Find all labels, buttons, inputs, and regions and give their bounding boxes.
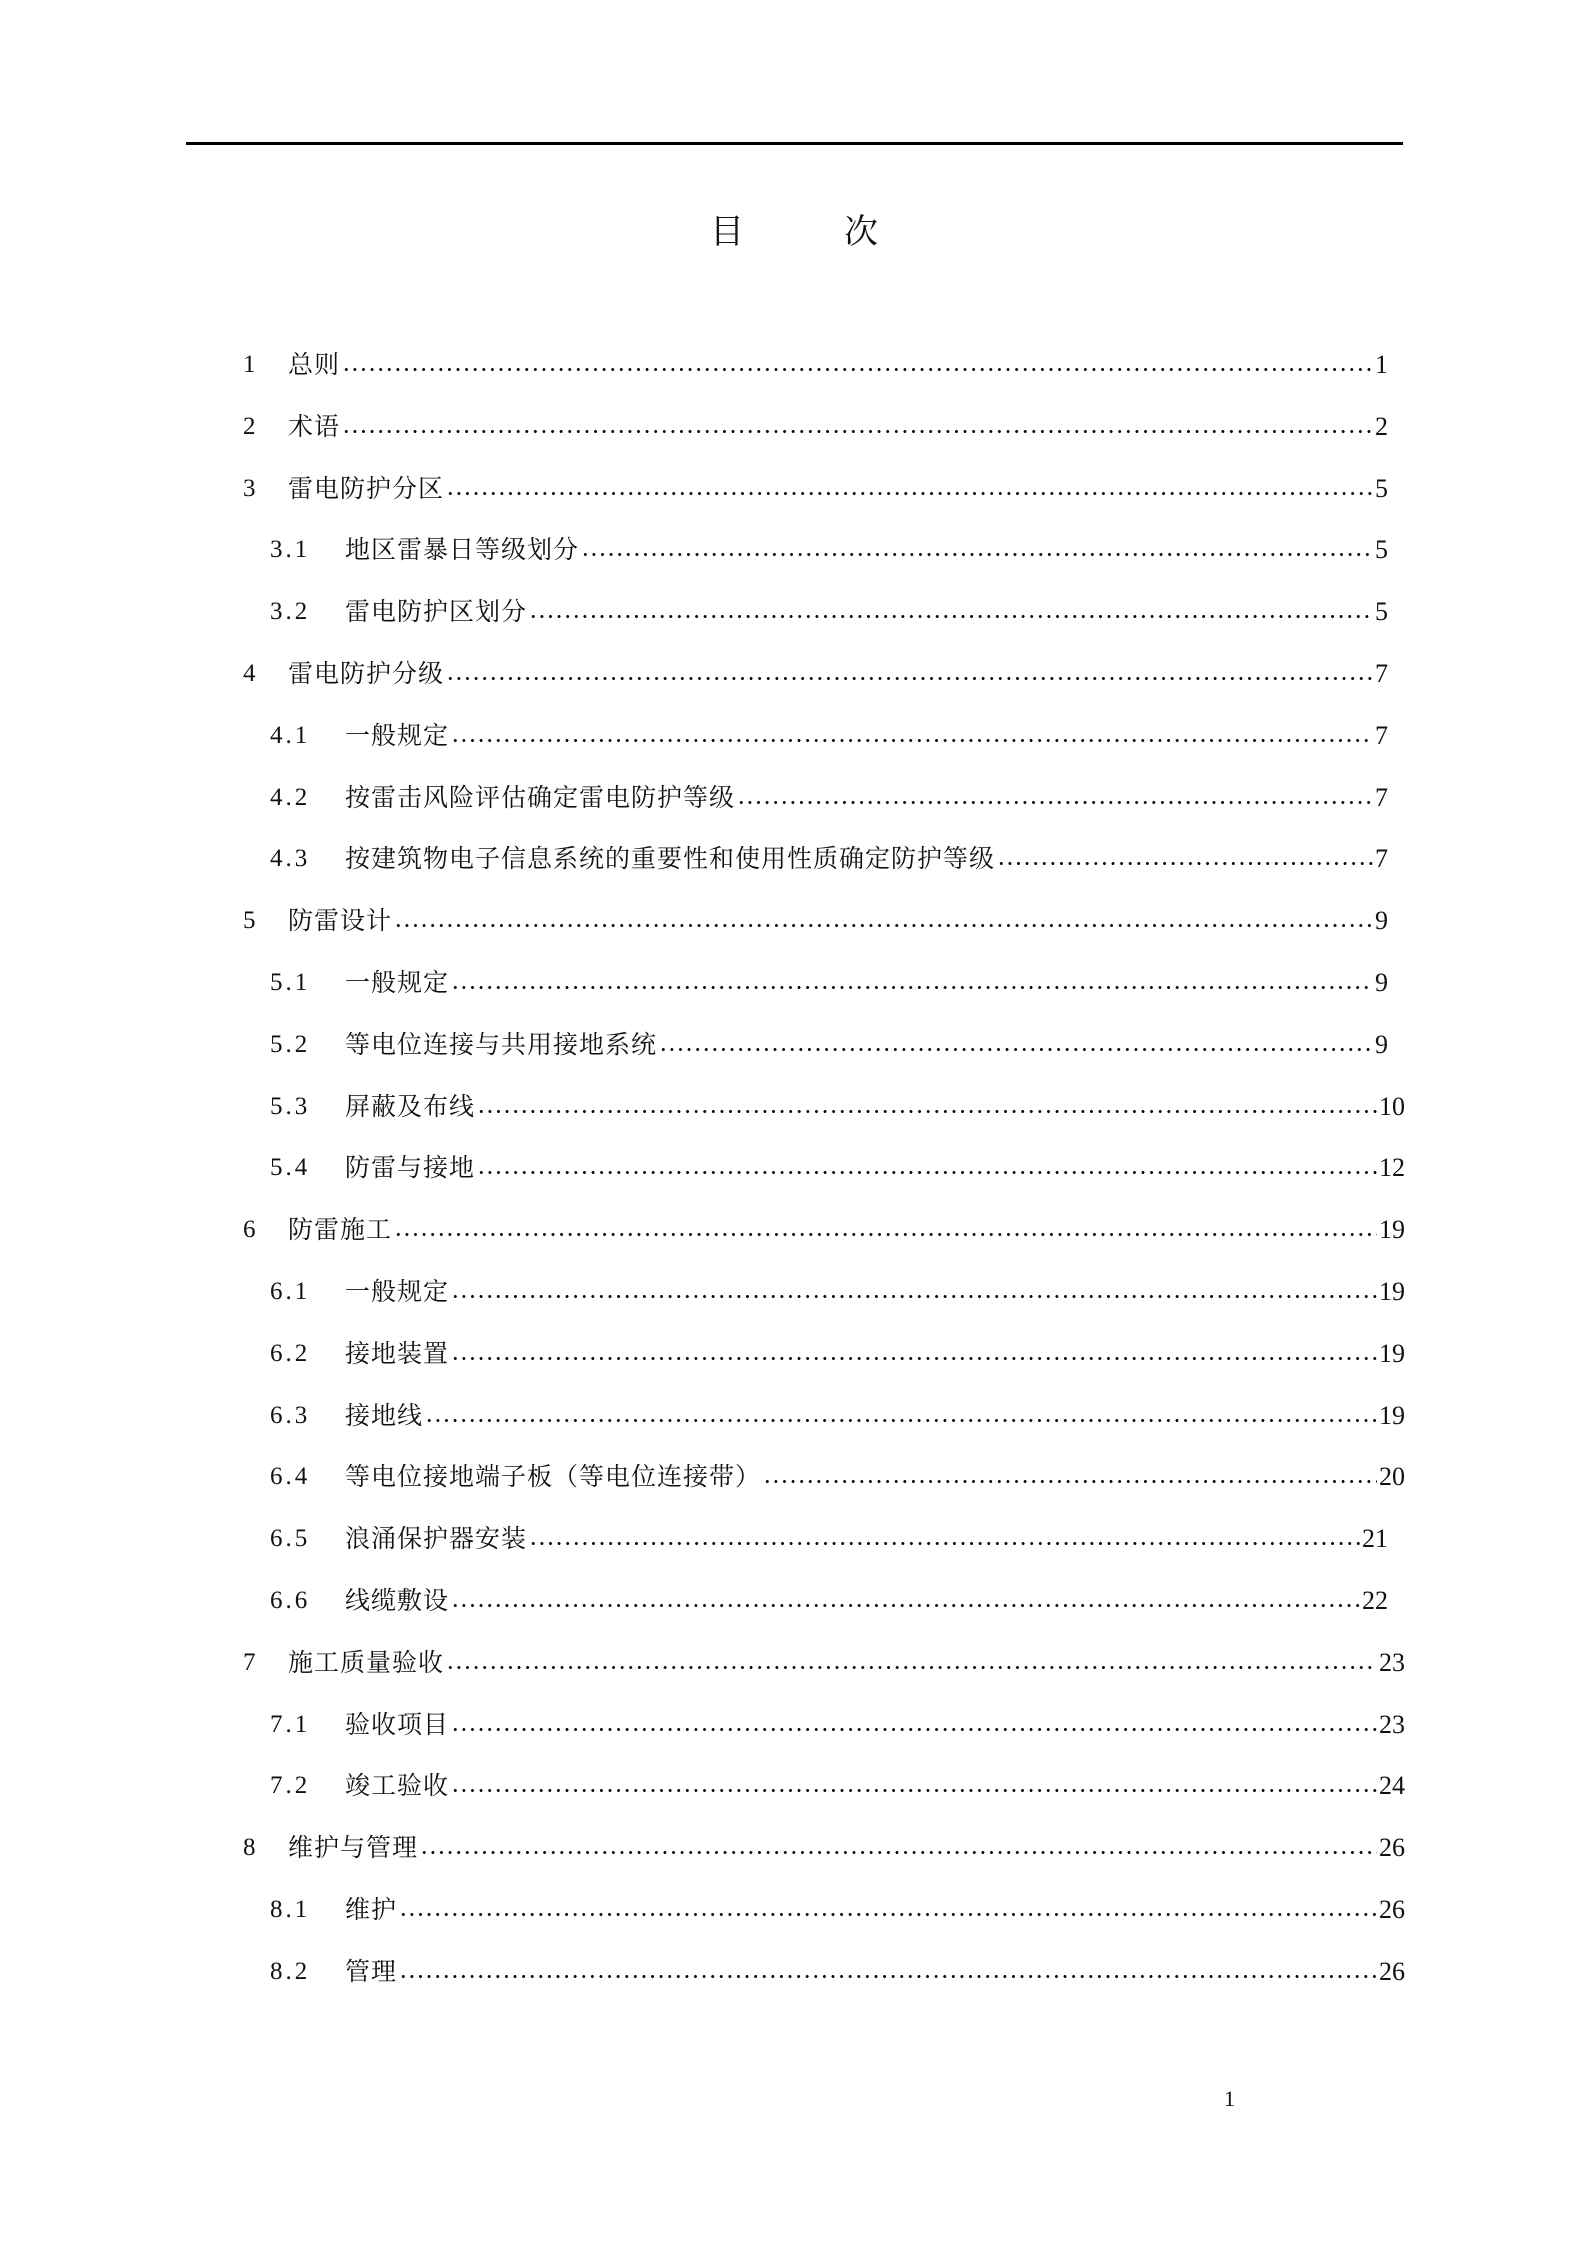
- dot-leader: [997, 843, 1373, 875]
- section-number: 5.3: [270, 1092, 311, 1120]
- toc-entry[interactable]: [270, 1272, 1405, 1308]
- section-number: 6.5: [270, 1525, 311, 1553]
- toc-entry[interactable]: [243, 407, 1388, 443]
- section-title: 维护: [345, 1895, 398, 1924]
- dot-leader: [659, 1029, 1373, 1061]
- section-title: 总则: [288, 350, 341, 379]
- title-char-1: 目: [710, 212, 744, 252]
- dot-leader: [451, 720, 1373, 752]
- dot-leader: [446, 473, 1373, 505]
- dot-leader: [477, 1152, 1377, 1184]
- toc-entry[interactable]: [270, 1457, 1405, 1493]
- dot-leader: [451, 967, 1373, 999]
- section-title: 一般规定: [345, 968, 450, 997]
- toc-entry[interactable]: [270, 530, 1388, 566]
- section-number: 5.4: [270, 1154, 311, 1182]
- section-title: 浪涌保护器安装: [345, 1524, 528, 1554]
- section-number: 5.2: [270, 1030, 311, 1058]
- page-ref: 1: [1375, 350, 1388, 379]
- toc-entry[interactable]: [243, 345, 1388, 381]
- toc-entry[interactable]: [270, 778, 1388, 814]
- toc-entry[interactable]: [270, 1890, 1405, 1926]
- section-title: 验收项目: [345, 1709, 450, 1739]
- page-ref: 26: [1379, 1956, 1405, 1986]
- page-ref: 10: [1379, 1091, 1405, 1121]
- page-ref: 12: [1379, 1153, 1405, 1183]
- page-ref: 21: [1362, 1524, 1388, 1554]
- toc-entry[interactable]: [270, 1952, 1405, 1988]
- toc-entry[interactable]: [270, 839, 1388, 875]
- page-number: 1: [1224, 2086, 1235, 2111]
- toc-entry[interactable]: [270, 1334, 1405, 1370]
- page-ref: 19: [1379, 1338, 1405, 1368]
- toc-entry[interactable]: [270, 716, 1388, 752]
- section-title: 维护与管理: [288, 1833, 419, 1863]
- section-title: 屏蔽及布线: [345, 1091, 476, 1121]
- section-title: 按雷击风险评估确定雷电防护等级: [345, 782, 736, 812]
- section-number: 6.3: [270, 1401, 311, 1429]
- toc-entry[interactable]: [270, 1025, 1388, 1061]
- section-title: 线缆敷设: [345, 1586, 450, 1615]
- page-ref: 19: [1379, 1400, 1405, 1430]
- page-ref: 19: [1379, 1215, 1405, 1245]
- toc-entry[interactable]: [270, 1148, 1405, 1184]
- page-ref: 7: [1375, 844, 1388, 874]
- section-number: 4.1: [270, 721, 311, 749]
- section-number: 7.1: [270, 1710, 311, 1738]
- section-number: 4.2: [270, 783, 311, 811]
- page-ref: 20: [1379, 1462, 1405, 1492]
- toc-entry[interactable]: [270, 1705, 1405, 1741]
- section-number: 6.2: [270, 1339, 311, 1367]
- section-title: 雷电防护区划分: [345, 597, 528, 627]
- section-title: 一般规定: [345, 1277, 450, 1306]
- page-ref: 5: [1375, 473, 1388, 503]
- section-title: 竣工验收: [345, 1771, 450, 1801]
- page-ref: 7: [1375, 782, 1388, 812]
- section-title: 一般规定: [345, 720, 450, 750]
- page-ref: 2: [1375, 411, 1388, 441]
- section-number: 8.1: [270, 1896, 311, 1923]
- section-title: 接地线: [345, 1400, 424, 1430]
- dot-leader: [399, 1956, 1377, 1988]
- dot-leader: [451, 1770, 1377, 1802]
- page-ref: 7: [1375, 659, 1388, 688]
- section-number: 6: [243, 1216, 259, 1244]
- dot-leader: [399, 1894, 1377, 1926]
- toc-entry[interactable]: [243, 1210, 1405, 1246]
- section-title: 接地装置: [345, 1338, 450, 1368]
- section-number: 4.3: [270, 845, 311, 873]
- header-rule: [186, 142, 1403, 145]
- toc-entry[interactable]: [270, 1519, 1388, 1555]
- section-number: 3.2: [270, 598, 311, 626]
- section-number: 5.1: [270, 969, 311, 996]
- section-number: 6.1: [270, 1278, 311, 1305]
- page-ref: 7: [1375, 720, 1388, 750]
- section-title: 雷电防护分级: [288, 659, 445, 688]
- section-number: 1: [243, 351, 259, 378]
- dot-leader: [394, 905, 1373, 937]
- page-ref: 26: [1379, 1833, 1405, 1863]
- section-title: 防雷与接地: [345, 1153, 476, 1183]
- section-number: 7.2: [270, 1772, 311, 1800]
- section-title: 施工质量验收: [288, 1647, 445, 1677]
- page-ref: 9: [1375, 968, 1388, 997]
- page-ref: 23: [1379, 1709, 1405, 1739]
- dot-leader: [763, 1461, 1377, 1493]
- section-title: 等电位接地端子板（等电位连接带）: [345, 1462, 762, 1492]
- page-ref: 5: [1375, 597, 1388, 627]
- toc-entry[interactable]: [270, 592, 1388, 628]
- toc-entry[interactable]: [270, 1581, 1388, 1617]
- toc-entry[interactable]: [243, 1643, 1405, 1679]
- section-number: 6.4: [270, 1463, 311, 1491]
- page-ref: 5: [1375, 535, 1388, 565]
- section-number: 6.6: [270, 1587, 311, 1614]
- section-title: 管理: [345, 1956, 398, 1986]
- dot-leader: [451, 1276, 1377, 1308]
- page-ref: 23: [1379, 1647, 1405, 1677]
- toc-entry[interactable]: [270, 963, 1388, 999]
- section-number: 8.2: [270, 1957, 311, 1985]
- section-number: 4: [243, 660, 259, 687]
- dot-leader: [394, 1214, 1377, 1246]
- dot-leader: [446, 658, 1373, 690]
- toc-entry[interactable]: [270, 1766, 1405, 1802]
- page-ref: 9: [1375, 1029, 1388, 1059]
- dot-leader: [581, 534, 1373, 566]
- toc-entry[interactable]: [243, 469, 1388, 505]
- section-title: 防雷施工: [288, 1215, 393, 1245]
- dot-leader: [477, 1091, 1377, 1123]
- section-number: 3.1: [270, 536, 311, 564]
- dot-leader: [451, 1585, 1360, 1617]
- dot-leader: [342, 411, 1373, 443]
- dot-leader: [420, 1832, 1377, 1864]
- dot-leader: [529, 1523, 1360, 1555]
- page-ref: 24: [1379, 1771, 1405, 1801]
- page-ref: 19: [1379, 1277, 1405, 1306]
- section-title: 雷电防护分区: [288, 473, 445, 503]
- section-number: 7: [243, 1648, 259, 1676]
- section-title: 等电位连接与共用接地系统: [345, 1029, 658, 1059]
- page-ref: 9: [1375, 906, 1388, 936]
- toc-entry[interactable]: [243, 901, 1388, 937]
- section-number: 2: [243, 412, 259, 440]
- toc-entry[interactable]: [243, 654, 1388, 690]
- dot-leader: [737, 782, 1373, 814]
- toc-entry[interactable]: [270, 1087, 1405, 1123]
- dot-leader: [342, 349, 1373, 381]
- section-number: 3: [243, 474, 259, 502]
- section-title: 按建筑物电子信息系统的重要性和使用性质确定防护等级: [345, 844, 996, 874]
- page-title: [0, 212, 1588, 252]
- toc-entry[interactable]: [270, 1396, 1405, 1432]
- toc-entry[interactable]: [243, 1828, 1405, 1864]
- dot-leader: [529, 596, 1373, 628]
- dot-leader: [446, 1647, 1377, 1679]
- section-title: 地区雷暴日等级划分: [345, 535, 580, 565]
- dot-leader: [451, 1338, 1377, 1370]
- section-number: 5: [243, 907, 259, 935]
- section-number: 8: [243, 1834, 259, 1862]
- dot-leader: [425, 1400, 1377, 1432]
- dot-leader: [451, 1709, 1377, 1741]
- section-title: 防雷设计: [288, 906, 393, 936]
- page-ref: 22: [1362, 1586, 1388, 1615]
- title-char-2: 次: [844, 212, 878, 252]
- section-title: 术语: [288, 411, 341, 441]
- page-ref: 26: [1379, 1895, 1405, 1924]
